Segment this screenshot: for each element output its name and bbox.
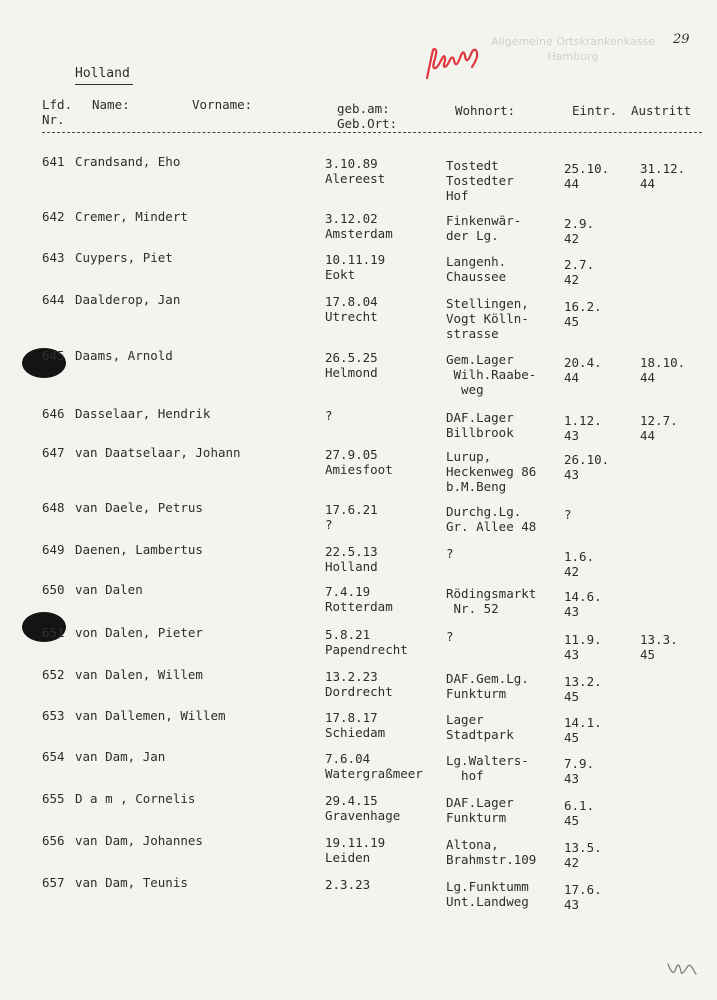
person-name: van Dallemen, Willem <box>75 708 226 723</box>
address-line: Finkenwär- <box>446 213 522 228</box>
birth-place: Amsterdam <box>325 226 393 241</box>
stamp-line-2: Hamburg <box>547 50 599 63</box>
red-handwritten-mark <box>424 44 482 84</box>
birth-date: ? <box>325 408 333 423</box>
address-line: Lg.Walters- <box>446 753 529 768</box>
exit-date: 13.3. <box>640 632 678 647</box>
person-name: Daenen, Lambertus <box>75 542 203 557</box>
birth-place: Holland <box>325 559 378 574</box>
exit-year: 44 <box>640 370 656 385</box>
exit-date: 18.10. <box>640 355 686 370</box>
entry-date: 14.6. <box>564 589 602 604</box>
entry-number: 647 <box>42 445 65 460</box>
person-name: Cuypers, Piet <box>75 250 173 265</box>
birth-date: 22.5.13 <box>325 544 378 559</box>
entry-year: 44 <box>564 370 580 385</box>
address-line: Funkturm <box>446 686 507 701</box>
address-line: Lurup, <box>446 449 492 464</box>
birth-date: 7.6.04 <box>325 751 371 766</box>
address-line: DAF.Lager <box>446 795 514 810</box>
person-name: van Dam, Teunis <box>75 875 188 890</box>
entry-number: 652 <box>42 667 65 682</box>
birth-date: 3.10.89 <box>325 156 378 171</box>
entry-date: 26.10. <box>564 452 610 467</box>
entry-number: 643 <box>42 250 65 265</box>
entry-date: 14.1. <box>564 715 602 730</box>
birth-date: 27.9.05 <box>325 447 378 462</box>
birth-place: Rotterdam <box>325 599 393 614</box>
entry-number: 654 <box>42 749 65 764</box>
header-address: Wohnort: <box>455 103 516 118</box>
address-line: Lager <box>446 712 484 727</box>
address-line: Unt.Landweg <box>446 894 529 909</box>
address-line: Chaussee <box>446 269 507 284</box>
entry-date: 13.2. <box>564 674 602 689</box>
person-name: van Dam, Jan <box>75 749 166 764</box>
birth-date: 3.12.02 <box>325 211 378 226</box>
birth-date: 7.4.19 <box>325 584 371 599</box>
header-nr-line2: Nr. <box>42 112 65 127</box>
address-line: ? <box>446 546 454 561</box>
entry-number: 648 <box>42 500 65 515</box>
address-line: strasse <box>446 326 499 341</box>
address-line: Rödingsmarkt <box>446 586 537 601</box>
birth-place: Gravenhage <box>325 808 401 823</box>
entry-year: 42 <box>564 231 580 246</box>
header-born-line1: geb.am: <box>337 101 390 116</box>
person-name: van Daatselaar, Johann <box>75 445 241 460</box>
entry-date: 13.5. <box>564 840 602 855</box>
exit-year: 45 <box>640 647 656 662</box>
header-entry: Eintr. <box>572 103 618 118</box>
address-line: Wilh.Raabe- <box>446 367 537 382</box>
person-name: Dasselaar, Hendrik <box>75 406 211 421</box>
header-nr-line1: Lfd. <box>42 97 73 112</box>
address-line: Brahmstr.109 <box>446 852 537 867</box>
entry-year: 43 <box>564 897 580 912</box>
entry-number: 657 <box>42 875 65 890</box>
entry-number: 649 <box>42 542 65 557</box>
header-exit: Austritt <box>631 103 692 118</box>
person-name: Cremer, Mindert <box>75 209 188 224</box>
entry-year: 45 <box>564 730 580 745</box>
birth-place: Papendrecht <box>325 642 408 657</box>
address-line: DAF.Gem.Lg. <box>446 671 529 686</box>
birth-date: 13.2.23 <box>325 669 378 684</box>
address-line: Langenh. <box>446 254 507 269</box>
country-underline <box>75 84 133 85</box>
birth-place: Utrecht <box>325 309 378 324</box>
address-line: Gem.Lager <box>446 352 514 367</box>
address-line: b.M.Beng <box>446 479 507 494</box>
person-name: van Dam, Johannes <box>75 833 203 848</box>
birth-date: 17.8.04 <box>325 294 378 309</box>
entry-number: 656 <box>42 833 65 848</box>
birth-date: 17.6.21 <box>325 502 378 517</box>
birth-place: Amiesfoot <box>325 462 393 477</box>
exit-year: 44 <box>640 176 656 191</box>
entry-year: 45 <box>564 314 580 329</box>
pencil-initials-mark <box>666 958 700 980</box>
header-born <box>337 101 397 131</box>
entry-number: 650 <box>42 582 65 597</box>
address-line: Hof <box>446 188 469 203</box>
entry-number: 646 <box>42 406 65 421</box>
birth-place: Helmond <box>325 365 378 380</box>
birth-date: 2.3.23 <box>325 877 371 892</box>
entry-date: 7.9. <box>564 756 595 771</box>
entry-date: 20.4. <box>564 355 602 370</box>
address-line: Vogt Kölln- <box>446 311 529 326</box>
address-line: der Lg. <box>446 228 499 243</box>
birth-date: 26.5.25 <box>325 350 378 365</box>
entry-date: 2.9. <box>564 216 595 231</box>
entry-date: 1.6. <box>564 549 595 564</box>
birth-date: 5.8.21 <box>325 627 371 642</box>
address-line: DAF.Lager <box>446 410 514 425</box>
address-line: hof <box>446 768 484 783</box>
country-heading: Holland <box>75 66 130 81</box>
address-line: Tostedter <box>446 173 514 188</box>
header-divider <box>42 132 702 133</box>
birth-date: 17.8.17 <box>325 710 378 725</box>
entry-number: 644 <box>42 292 65 307</box>
entry-year: 44 <box>564 176 580 191</box>
entry-date: 1.12. <box>564 413 602 428</box>
address-line: Funkturm <box>446 810 507 825</box>
header-nr <box>42 97 72 127</box>
person-name: von Dalen, Pieter <box>75 625 203 640</box>
entry-number: 653 <box>42 708 65 723</box>
birth-place: Leiden <box>325 850 371 865</box>
entry-date: 25.10. <box>564 161 610 176</box>
insurance-stamp <box>468 34 678 64</box>
entry-number: 642 <box>42 209 65 224</box>
entry-date: 6.1. <box>564 798 595 813</box>
address-line: Durchg.Lg. <box>446 504 522 519</box>
entry-year: 43 <box>564 647 580 662</box>
birth-place: Alereest <box>325 171 386 186</box>
address-line: Billbrook <box>446 425 514 440</box>
address-line: Altona, <box>446 837 499 852</box>
birth-place: Schiedam <box>325 725 386 740</box>
address-line: weg <box>446 382 484 397</box>
header-name: Name: <box>92 97 130 112</box>
birth-place: Dordrecht <box>325 684 393 699</box>
exit-date: 31.12. <box>640 161 686 176</box>
entry-number: 641 <box>42 154 65 169</box>
entry-date: 2.7. <box>564 257 595 272</box>
entry-year: 42 <box>564 272 580 287</box>
person-name: van Dalen, Willem <box>75 667 203 682</box>
person-name: Daams, Arnold <box>75 348 173 363</box>
header-vorname: Vorname: <box>192 97 253 112</box>
page-number: 29 <box>673 32 690 47</box>
entry-number: 645 <box>42 348 65 363</box>
entry-date: 17.6. <box>564 882 602 897</box>
birth-date: 19.11.19 <box>325 835 386 850</box>
address-line: Stellingen, <box>446 296 529 311</box>
address-line: Stadtpark <box>446 727 514 742</box>
person-name: van Daele, Petrus <box>75 500 203 515</box>
entry-number: 651 <box>42 625 65 640</box>
entry-year: 43 <box>564 771 580 786</box>
entry-date: ? <box>564 507 572 522</box>
address-line: Gr. Allee 48 <box>446 519 537 534</box>
entry-year: 43 <box>564 428 580 443</box>
address-line: Lg.Funktumm <box>446 879 529 894</box>
entry-year: 45 <box>564 813 580 828</box>
entry-year: 43 <box>564 467 580 482</box>
entry-year: 43 <box>564 604 580 619</box>
address-line: Nr. 52 <box>446 601 499 616</box>
person-name: van Dalen <box>75 582 143 597</box>
stamp-line-1: Allgemeine Ortskrankenkasse <box>491 35 655 48</box>
person-name: Daalderop, Jan <box>75 292 181 307</box>
birth-place: ? <box>325 517 333 532</box>
entry-number: 655 <box>42 791 65 806</box>
birth-date: 10.11.19 <box>325 252 386 267</box>
address-line: Tostedt <box>446 158 499 173</box>
address-line: Heckenweg 86 <box>446 464 537 479</box>
entry-year: 42 <box>564 564 580 579</box>
header-born-line2: Geb.Ort: <box>337 116 398 131</box>
birth-place: Eokt <box>325 267 356 282</box>
birth-place: Watergraßmeer <box>325 766 423 781</box>
birth-date: 29.4.15 <box>325 793 378 808</box>
exit-date: 12.7. <box>640 413 678 428</box>
entry-year: 42 <box>564 855 580 870</box>
person-name: Crandsand, Eho <box>75 154 181 169</box>
exit-year: 44 <box>640 428 656 443</box>
entry-date: 16.2. <box>564 299 602 314</box>
person-name: D a m , Cornelis <box>75 791 196 806</box>
entry-date: 11.9. <box>564 632 602 647</box>
address-line: ? <box>446 629 454 644</box>
entry-year: 45 <box>564 689 580 704</box>
